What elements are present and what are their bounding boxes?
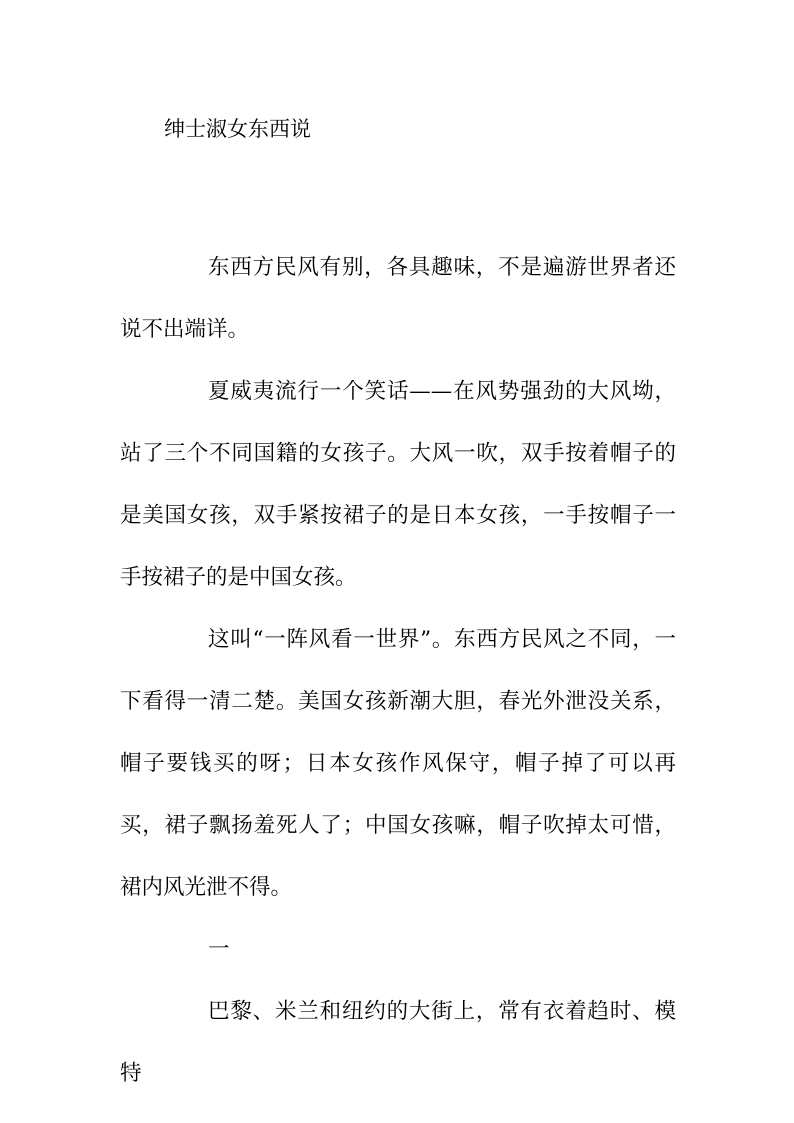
paragraph-4: 巴黎、米兰和纽约的大街上，常有衣着趋时、模特	[120, 999, 676, 1086]
paragraph-2: 夏威夷流行一个笑话——在风势强劲的大风坳，站了三个不同国籍的女孩子。大风一吹，双手按着帽子的是美国女孩，双手紧按裙子的是日本女孩，一手按帽子一手按裙子的是中国女孩。	[120, 379, 676, 590]
section-marker: 一	[208, 937, 230, 962]
paragraph-1: 东西方民风有别，各具趣味，不是遍游世界者还说不出端详。	[120, 255, 676, 342]
document-body	[120, 237, 676, 1105]
document-title: 绅士淑女东西说	[164, 117, 311, 141]
paragraph-3: 这叫“一阵风看一世界”。东西方民风之不同，一下看得一清二楚。美国女孩新潮大胆，春光外泄没关系，帽子要钱买的呀；日本女孩作风保守，帽子掉了可以再买，裙子飘扬羞死人了；中国女孩嘛，帽子吹掉太可惜，裙内风光泄不得。	[120, 627, 676, 900]
